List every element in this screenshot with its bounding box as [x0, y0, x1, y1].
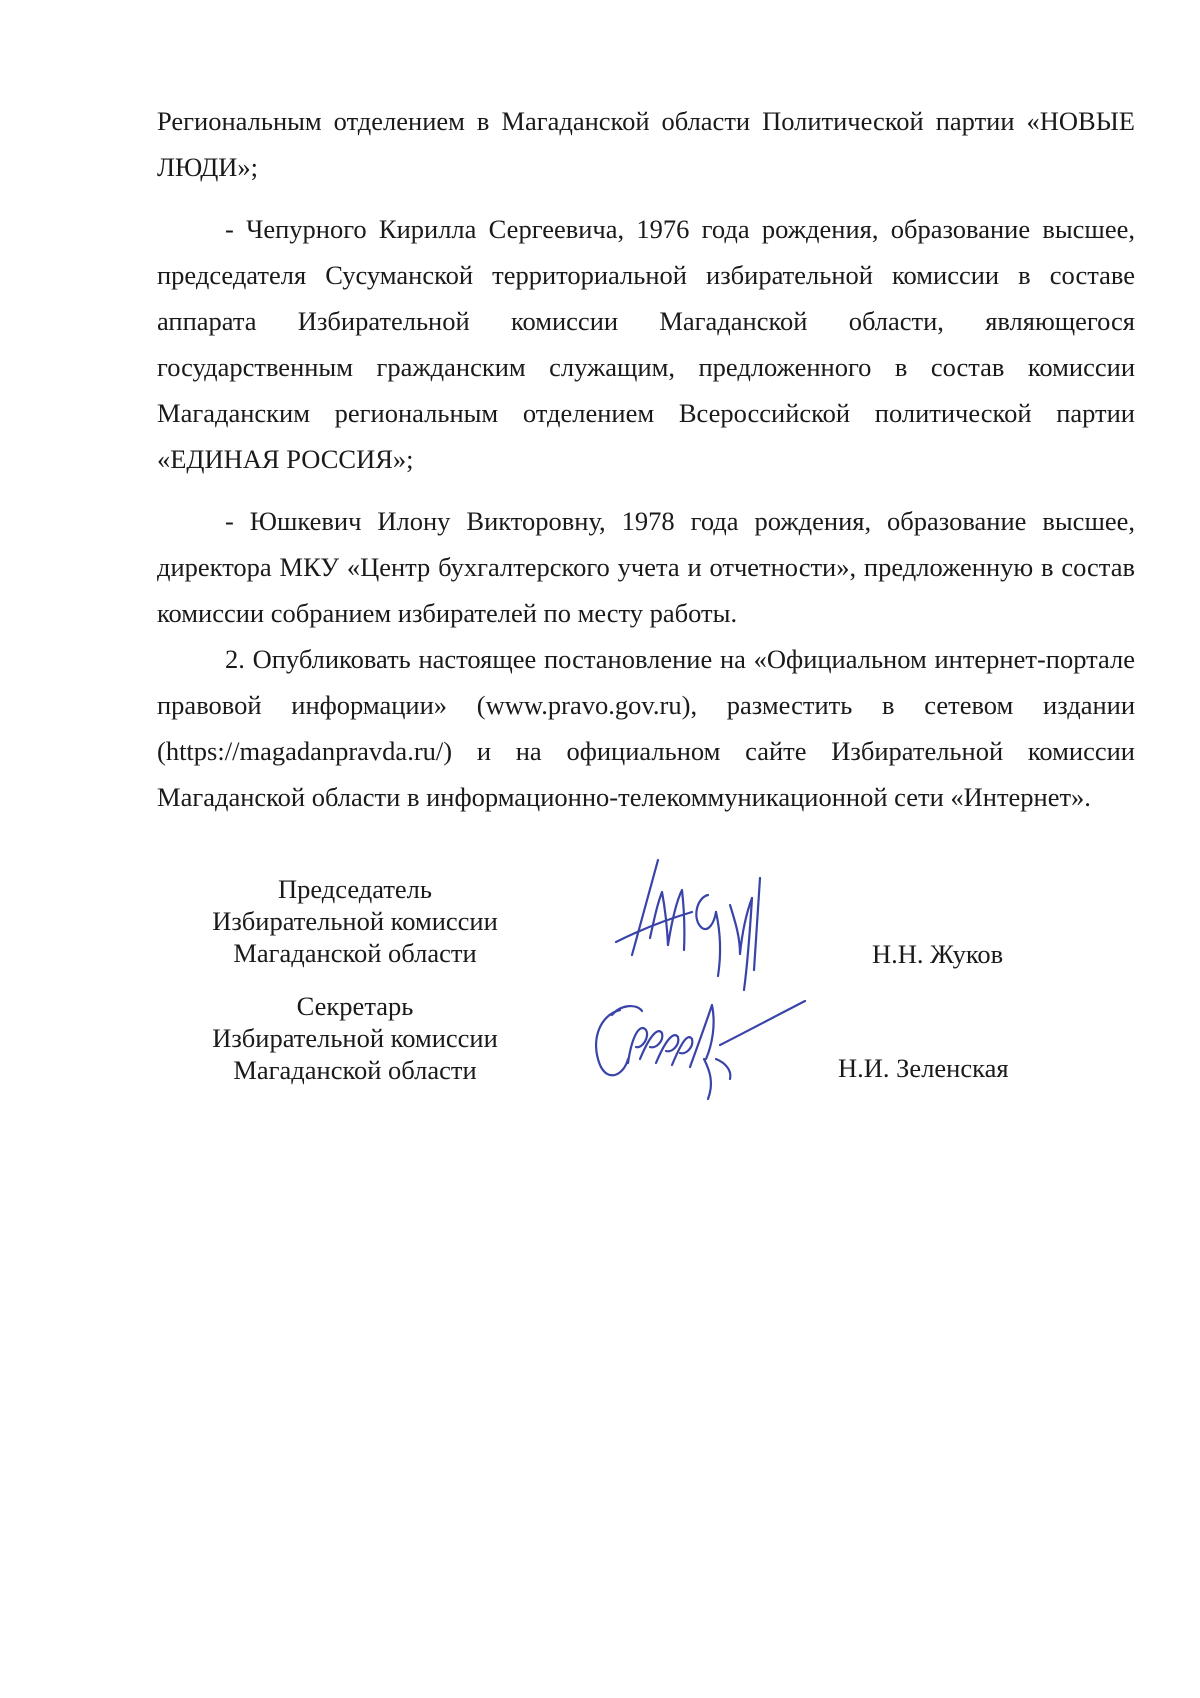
- paragraph-yushkevich: - Юшкевич Илону Викторовну, 1978 года рождения, образование высшее, директора МКУ «Центр бухгалтерского учета и отчетности», предложенную в состав комиссии собранием избирателей по месту работы.: [157, 506, 1135, 628]
- paragraph-novye-lyudi: Региональным отделением в Магаданской области Политической партии «НОВЫЕ ЛЮДИ»;: [157, 106, 1135, 182]
- chairman-title: [205, 873, 505, 969]
- chairman-name: Н.Н. Жуков: [872, 939, 1004, 969]
- secretary-title-line1: Секретарь: [296, 991, 414, 1021]
- chairman-title-line1: Председатель: [278, 874, 432, 904]
- paragraph-publish: 2. Опубликовать настоящее постановление на «Официальном интернет-портале правовой информации» (www.pravo.gov.ru), разместить в сетевом издании (https://magadanpravda.ru/) и на официальном сайте Избирательной комиссии Магаданской области в информационно-телекоммуникационной сети «Интернет».: [157, 644, 1135, 812]
- paragraph-chepurnoy: - Чепурного Кирилла Сергеевича, 1976 года рождения, образование высшее, председателя Сусуманской территориальной избирательной комиссии в составе аппарата Избирательной комиссии Магаданской области, являющегося государственным гражданским служащим, предложенного в состав комиссии Магаданским региональным отделением Всероссийской политической партии «ЕДИНАЯ РОССИЯ»;: [157, 214, 1135, 474]
- secretary-name: Н.И. Зеленская: [838, 1053, 1009, 1083]
- secretary-signature: [580, 975, 810, 1110]
- secretary-title-line3: Магаданской области: [233, 1055, 477, 1085]
- secretary-title-line2: Избирательной комиссии: [212, 1023, 498, 1053]
- chairman-title-line2: Избирательной комиссии: [212, 906, 498, 936]
- chairman-title-line3: Магаданской области: [233, 938, 477, 968]
- document-body: [157, 98, 1135, 820]
- secretary-title: [205, 990, 505, 1086]
